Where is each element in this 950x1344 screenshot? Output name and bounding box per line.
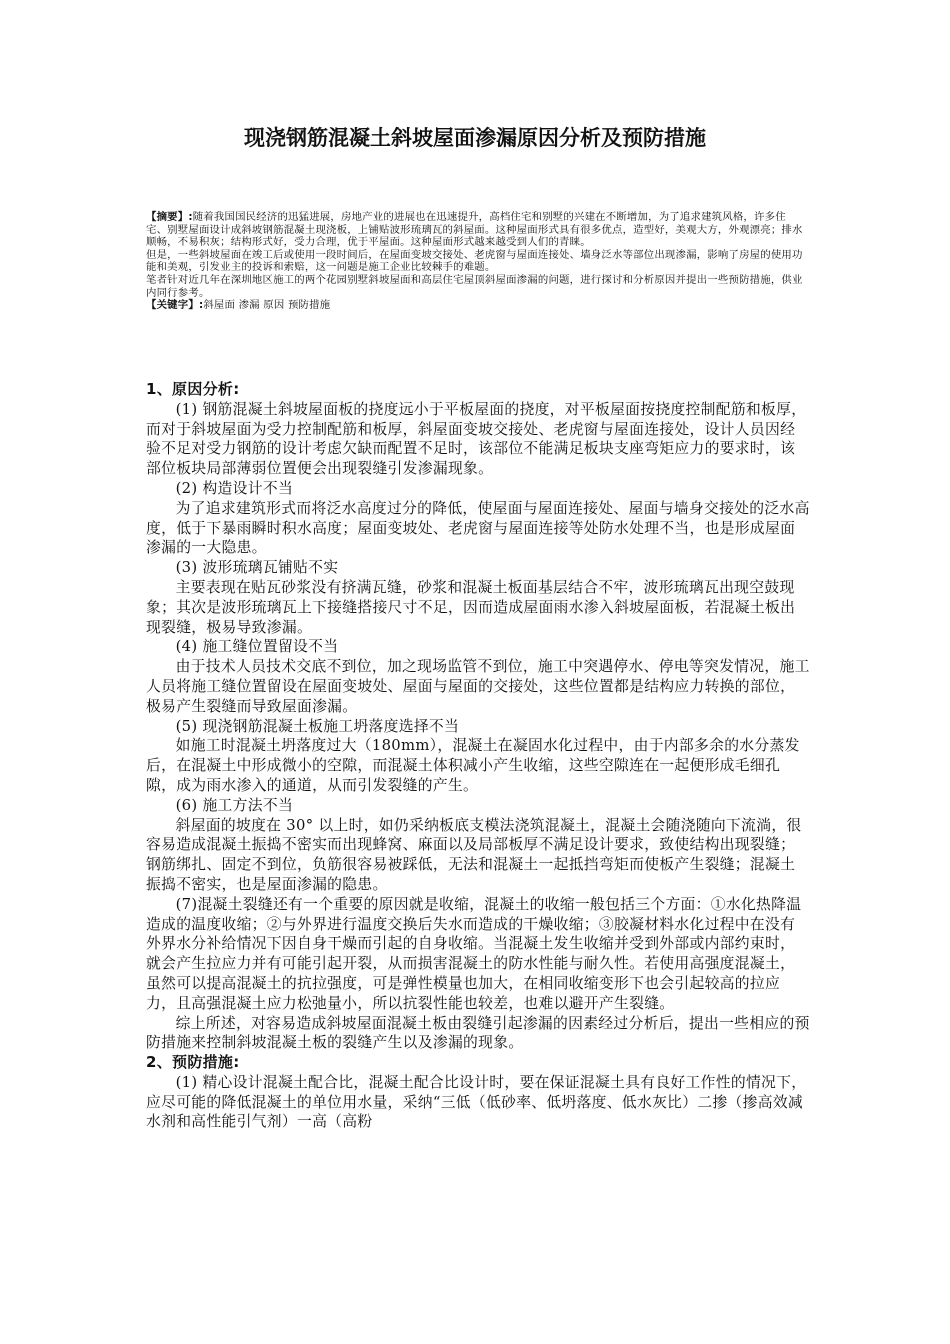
abstract-block bbox=[146, 211, 806, 312]
cause-7-paragraph: (7)混凝土裂缝还有一个重要的原因就是收缩，混凝土的收缩一般包括三个方面：①水化热降温造成的温度收缩；②与外界进行温度交换后失水而造成的干燥收缩；③胶凝材料水化过程中在没有外界水分补给情况下因自身干燥而引起的自身收缩。当混凝土发生收缩并受到外部或内部约束时，就会产生拉应力并有可能引起开裂，从而损害混凝土的防水性能与耐久性。若使用高强度混凝土，虽然可以提高混凝土的抗拉强度，可是弹性模量也加大，在相同收缩变形下也会引起较高的拉应力，且高强混凝土应力松弛量小，所以抗裂性能也较差，也难以避开产生裂缝。 bbox=[146, 895, 802, 1012]
keywords-line bbox=[146, 299, 806, 312]
cause-4-subheading: (4) 施工缝位置留设不当 bbox=[175, 638, 339, 656]
cause-5-subheading: (5) 现浇钢筋混凝土板施工坍落度选择不当 bbox=[175, 717, 460, 735]
cause-1-paragraph: (1) 钢筋混凝土斜坡屋面板的挠度远小于平板屋面的挠度，对平板屋面按挠度控制配筋和板厚，而对于斜坡屋面为受力控制配筋和板厚，斜屋面变坡交接处、老虎窗与屋面连接处，设计人员因经验不足对受力钢筋的设计考虑欠缺而配置不足时，该部位不能满足板块支座弯矩应力的要求时，该部位板块局部薄弱位置便会出现裂缝引发渗漏现象。 bbox=[146, 400, 807, 478]
abstract-text-1: 随着我国国民经济的迅猛进展，房地产业的进展也在迅速提升，高档住宅和别墅的兴建在不断增加，为了追求建筑风格，许多住宅、别墅屋面设计成斜坡钢筋混凝土现浇板，上铺贴波形琉璃瓦的斜屋面。这种屋面形式具有很多优点，造型好，美观大方，外观漂亮；排水顺畅，不易积灰；结构形式好，受力合理，优于平屋面。这种屋面形式越来越受到人们的青睐。 bbox=[146, 211, 803, 249]
cause-2-subheading: (2) 构造设计不当 bbox=[175, 479, 294, 497]
cause-5-text: 如施工时混凝土坍落度过大（180mm），混凝土在凝固水化过程中，由于内部多余的水分蒸发后，在混凝土中形成微小的空隙，而混凝土体积减小产生收缩，这些空隙连在一起便形成毛细孔隙，成为雨水渗入的通道，从而引发裂缝的产生。 bbox=[146, 737, 800, 794]
document-body bbox=[146, 380, 810, 1132]
document-title: 现浇钢筋混凝土斜坡屋面渗漏原因分析及预防措施 bbox=[244, 126, 706, 150]
keywords-label: 【关键字】: bbox=[146, 299, 204, 312]
keywords-text: 斜屋面 渗漏 原因 预防措施 bbox=[203, 299, 331, 312]
section-1-heading: 1、原因分析: bbox=[146, 380, 240, 398]
abstract-paragraph-3: 笔者针对近几年在深圳地区施工的两个花园别墅斜坡屋面和高层住宅屋顶斜屋面渗漏的问题，进行探讨和分析原因并提出一些预防措施，供业内同行参考。 bbox=[146, 273, 803, 299]
abstract-paragraph-1 bbox=[146, 211, 806, 249]
cause-3-subheading: (3) 波形琉璃瓦铺贴不实 bbox=[175, 559, 339, 577]
measure-1-paragraph: (1) 精心设计混凝土配合比，混凝土配合比设计时，要在保证混凝土具有良好工作性的情况下，应尽可能的降低混凝土的单位用水量，采纳“三低（低砂率、低坍落度、低水灰比）二掺（掺高效减水剂和高性能引气剂）一高（高粉 bbox=[146, 1073, 807, 1131]
cause-6-text: 斜屋面的坡度在 30° 以上时，如仍采纳板底支模法浇筑混凝土，混凝土会随浇随向下流淌，很容易造成混凝土振捣不密实而出现蜂窝、麻面以及局部板厚不满足设计要求，致使结构出现裂缝；钢筋绑扎、固定不到位，负筋很容易被踩低，无法和混凝土一起抵挡弯矩而使板产生裂缝；混凝土振捣不密实，也是屋面渗漏的隐患。 bbox=[146, 816, 802, 893]
cause-6-subheading: (6) 施工方法不当 bbox=[175, 796, 294, 814]
cause-3-text: 主要表现在贴瓦砂浆没有挤满瓦缝，砂浆和混凝土板面基层结合不牢，波形琉璃瓦出现空鼓现象；其次是波形琉璃瓦上下接缝搭接尺寸不足，因而造成屋面雨水渗入斜坡屋面板，若混凝土板出现裂缝，极易导致渗漏。 bbox=[146, 578, 796, 636]
cause-2-text: 为了追求建筑形式而将泛水高度过分的降低，使屋面与屋面连接处、屋面与墙身交接处的泛水高度，低于下暴雨瞬时积水高度；屋面变坡处、老虎窗与屋面连接等处防水处理不当，也是形成屋面渗漏的一大隐患。 bbox=[146, 499, 810, 557]
summary-paragraph: 综上所述，对容易造成斜坡屋面混凝土板由裂缝引起渗漏的因素经过分析后，提出一些相应的预防措施来控制斜坡混凝土板的裂缝产生以及渗漏的现象。 bbox=[146, 1014, 810, 1052]
abstract-label: 【摘要】: bbox=[146, 211, 193, 223]
abstract-paragraph-2: 但是，一些斜坡屋面在竣工后或使用一段时间后，在屋面变坡交接处、老虎窗与屋面连接处、墙身泛水等部位出现渗漏，影响了房屋的使用功能和美观，引发业主的投诉和索赔，这一问题是施工企业比较棘手的难题。 bbox=[146, 248, 803, 274]
section-2-heading: 2、预防措施: bbox=[146, 1053, 240, 1072]
cause-4-text: 由于技术人员技术交底不到位，加之现场监管不到位，施工中突遇停水、停电等突发情况，施工人员将施工缝位置留设在屋面变坡处、屋面与屋面的交接处，这些位置都是结构应力转换的部位，极易产生裂缝而导致屋面渗漏。 bbox=[146, 658, 810, 715]
